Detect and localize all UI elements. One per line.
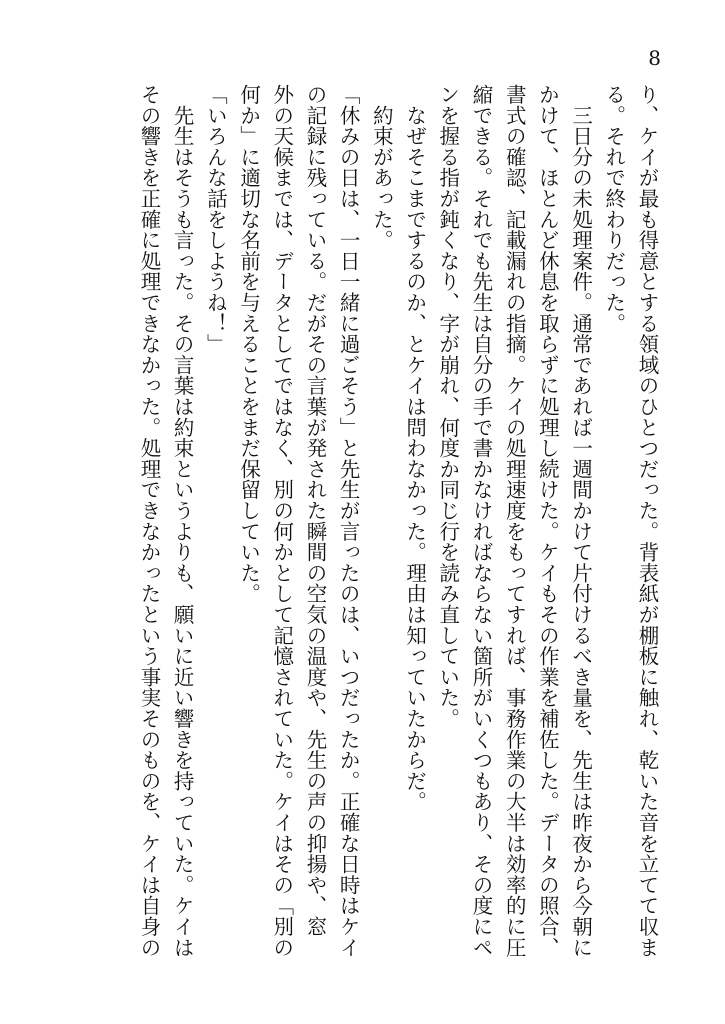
text-line: 約束があった。: [369, 84, 394, 251]
text-line: 書式の確認、記載漏れの指摘。ケイの処理速度をもってすれば、事務作業の大半は効率的に圧: [502, 84, 527, 958]
text-line: 縮できる。それでも先生は自分の手で書かなければならない箇所がいくつもあり、その度にペ: [468, 84, 493, 958]
text-line: かけて、ほとんど休息を取らずに処理し続けた。ケイもその作業を補佐した。データの照合、: [535, 84, 560, 958]
text-line: の記録に残っている。だがその言葉が発された瞬間の空気の温度や、先生の声の抑揚や、窓: [302, 84, 327, 937]
text-line: 「休みの日は、一日一緒に過ごそう」と先生が言ったのは、いつだったか。正確な日時はケイ: [336, 84, 361, 958]
text-line: る。それで終わりだった。: [601, 84, 626, 334]
text-line: 三日分の未処理案件。通常であれば一週間かけて片付けるべき量を、先生は昨夜から今朝に: [568, 84, 593, 958]
text-line: 何か」に適切な名前を与えることをまだ保留していた。: [236, 84, 261, 604]
body-text: [132, 84, 663, 964]
text-line: ンを握る指が鈍くなり、字が崩れ、何度か同じ行を読み直していた。: [435, 84, 460, 729]
page-number: 8: [648, 46, 661, 70]
text-line: り、ケイが最も得意とする領域のひとつだった。背表紙が棚板に触れ、乾いた音を立てて収ま: [635, 84, 659, 958]
text-line: なぜそこまでするのか、とケイは問わなかった。理由は知っていたからだ。: [402, 84, 427, 812]
text-line: 「いろんな話をしようね！」: [203, 84, 228, 355]
text-line: その響きを正確に処理できなかった。処理できなかったという事実そのものを、ケイは自身の: [136, 84, 161, 958]
text-line: 外の天候までは、データとしてではなく、別の何かとして記憶されていた。ケイはその「別の: [269, 84, 294, 958]
text-line: 先生はそうも言った。その言葉は約束というよりも、願いに近い響きを持っていた。ケイは: [170, 84, 195, 958]
